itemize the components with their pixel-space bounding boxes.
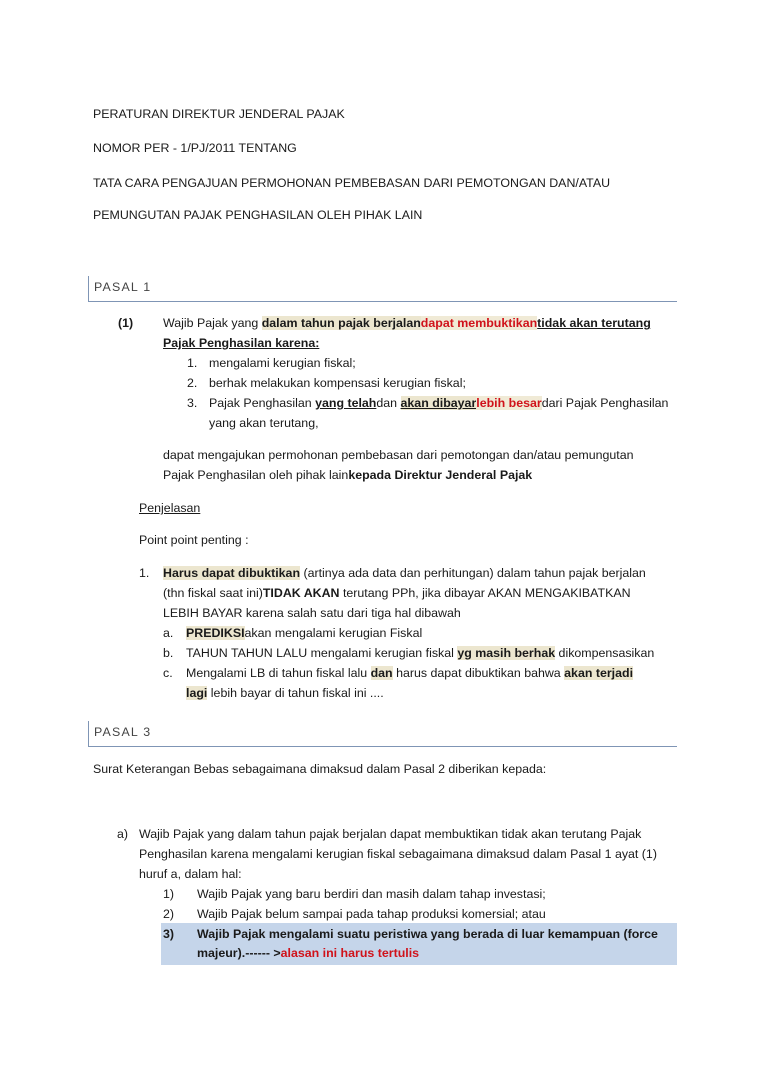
pasal-3-item-3-number: 3) [163, 927, 175, 941]
sub-c-dan: dan [370, 666, 393, 680]
pasal-3-a-label: a) [117, 827, 129, 841]
item-1-text: mengalami kerugian fiskal; [209, 356, 356, 370]
pasal-3-item-3-note: alasan ini harus tertulis [280, 946, 420, 960]
penjelasan-subtitle: Point point penting : [139, 533, 249, 547]
sub-b-plain: TAHUN TAHUN LALU mengalami kerugian fiskal [186, 646, 458, 660]
point-1-rest: (artinya ada data dan perhitungan) dalam tahun pajak berjalan [300, 566, 646, 580]
item-3-rest: dari Pajak Penghasilan [541, 396, 669, 410]
pasal-3-a-line-1: Wajib Pajak yang dalam tahun pajak berjalan dapat membuktikan tidak akan terutang Pajak [139, 827, 642, 841]
sub-c-mid: harus dapat dibuktikan bahwa [392, 666, 565, 680]
item-1-number: 1. [187, 356, 198, 370]
pasal-3-item-1-number: 1) [163, 887, 175, 901]
sub-a-label: a. [163, 626, 174, 640]
pasal-3-heading [88, 721, 677, 747]
item-3-plain: Pajak Penghasilan [209, 396, 316, 410]
pasal-3-item-2-text: Wajib Pajak belum sampai pada tahap produksi komersial; atau [197, 907, 546, 921]
item-3-text-cont: yang akan terutang, [209, 416, 319, 430]
sub-b-text [186, 646, 654, 660]
item-3-lebih-besar: lebih besar [476, 396, 542, 410]
ayat-line-2: Pajak Penghasilan karena: [163, 336, 320, 350]
item-3-text [209, 396, 668, 410]
closing-line-2 [163, 468, 532, 482]
pasal-3-item-1-text: Wajib Pajak yang baru berdiri dan masih dalam tahap investasi; [197, 887, 546, 901]
sub-c-label: c. [163, 666, 173, 680]
ayat-text-underline: tidak akan terutang [537, 316, 651, 330]
item-2-text: berhak melakukan kompensasi kerugian fiskal; [209, 376, 466, 390]
item-3-dan: dan [376, 396, 401, 410]
header-line-4: PEMUNGUTAN PAJAK PENGHASILAN OLEH PIHAK LAIN [93, 208, 423, 222]
ayat-number: (1) [118, 316, 134, 330]
sub-a-rest: akan mengalami kerugian Fiskal [244, 626, 423, 640]
point-1-l2-rest: terutang PPh, jika dibayar AKAN MENGAKIBATKAN [339, 586, 631, 600]
sub-c-lagi: lagi [186, 686, 208, 700]
header-line-1: PERATURAN DIREKTUR JENDERAL PAJAK [93, 107, 345, 121]
sub-c-line-2 [186, 686, 384, 700]
pasal-3-title: PASAL 3 [94, 725, 152, 739]
ayat-text-red: dapat membuktikan [420, 316, 538, 330]
ayat-line-1 [163, 316, 651, 330]
point-1-line-1 [163, 566, 646, 580]
pasal-3-item-3-line-1: Wajib Pajak mengalami suatu peristiwa yang berada di luar kemampuan (force [197, 927, 658, 941]
sub-b-rest: dikompensasikan [555, 646, 655, 660]
header-line-3: TATA CARA PENGAJUAN PERMOHONAN PEMBEBASAN DARI PEMOTONGAN DAN/ATAU [93, 176, 611, 190]
pasal-3-item-3-line-2 [197, 946, 419, 960]
closing-plain: Pajak Penghasilan oleh pihak lain [163, 468, 349, 482]
sub-c-rest: lebih bayar di tahun fiskal ini .... [207, 686, 384, 700]
sub-a-text [186, 626, 422, 640]
item-3-dibayar: akan dibayar [400, 396, 477, 410]
pasal-3-item-3-majeur: majeur).------ > [197, 946, 281, 960]
header-line-2: NOMOR PER - 1/PJ/2011 TENTANG [93, 141, 297, 155]
point-1-bold: Harus dapat dibuktikan [163, 566, 301, 580]
point-1-line-2 [163, 586, 631, 600]
ayat-text-plain: Wajib Pajak yang [163, 316, 262, 330]
point-1-l2-plain: (thn fiskal saat ini) [163, 586, 263, 600]
sub-c-bold: akan terjadi [564, 666, 634, 680]
item-3-number: 3. [187, 396, 198, 410]
sub-c-plain: Mengalami LB di tahun fiskal lalu [186, 666, 371, 680]
sub-b-label: b. [163, 646, 174, 660]
point-1-line-3: LEBIH BAYAR karena salah satu dari tiga hal dibawah [163, 606, 461, 620]
item-2-number: 2. [187, 376, 198, 390]
sub-b-bold: yg masih berhak [457, 646, 556, 660]
item-3-telah: yang telah [315, 396, 377, 410]
pasal-3-a-line-2: Penghasilan karena mengalami kerugian fiskal sebagaimana dimaksud dalam Pasal 1 ayat (1) [139, 847, 657, 861]
pasal-3-intro: Surat Keterangan Bebas sebagaimana dimaksud dalam Pasal 2 diberikan kepada: [93, 762, 547, 776]
closing-line-1: dapat mengajukan permohonan pembebasan dari pemotongan dan/atau pemungutan [163, 448, 634, 462]
ayat-text-bold: dalam tahun pajak berjalan [261, 316, 421, 330]
pasal-1-heading [88, 276, 677, 302]
sub-c-line-1 [186, 666, 633, 680]
sub-a-bold: PREDIKSI [186, 626, 245, 640]
point-1-number: 1. [139, 566, 150, 580]
penjelasan-title: Penjelasan [139, 501, 201, 515]
point-1-l2-bold: TIDAK AKAN [262, 586, 340, 600]
pasal-1-title: PASAL 1 [94, 280, 152, 294]
closing-bold: kepada Direktur Jenderal Pajak [348, 468, 533, 482]
pasal-3-item-2-number: 2) [163, 907, 175, 921]
pasal-3-a-line-3: huruf a, dalam hal: [139, 867, 242, 881]
